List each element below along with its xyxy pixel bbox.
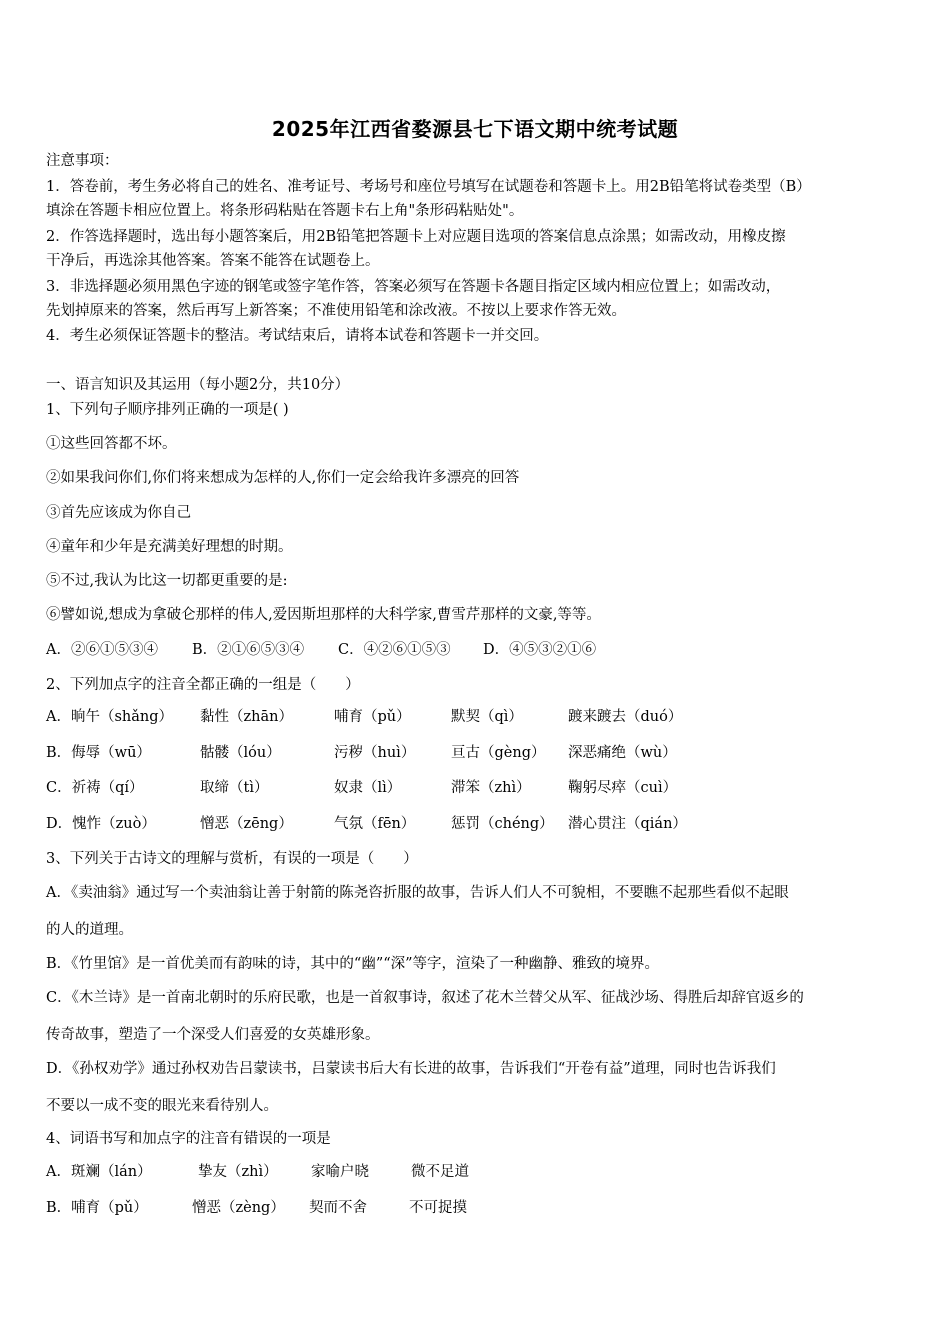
sentence-item: ⑤不过,我认为比这一切都更重要的是: [46, 573, 288, 589]
section-heading: 一、语言知识及其运用（每小题2分，共10分） [46, 377, 350, 393]
option-word: 默契（qì） [451, 709, 523, 725]
option-b: B．②①⑥⑤③④ [192, 642, 305, 658]
option-text: B．《竹里馆》是一首优美而有韵味的诗，其中的“幽”“深”等字，渲染了一种幽静、雅致的境界。 [46, 956, 660, 972]
option-c: C．祈祷（qí） [46, 780, 144, 796]
option-c: C．④②⑥①⑤③ [338, 642, 451, 658]
question-stem: 2、下列加点字的注音全都正确的一组是（ ） [46, 677, 360, 693]
sentence-item: ⑥譬如说,想成为拿破仑那样的伟人,爱因斯坦那样的大科学家,曹雪芹那样的文豪,等等。 [46, 607, 601, 623]
option-a: A．晌午（shǎng） [46, 709, 174, 725]
option-word: 滞笨（zhì） [451, 780, 531, 796]
notice-heading: 注意事项： [46, 153, 119, 169]
option-text: D．《孙权劝学》通过孙权劝告吕蒙读书，吕蒙读书后大有长进的故事，告诉我们“开卷有益”道理，同时也告诉我们 [46, 1061, 776, 1077]
notice-line: 填涂在答题卡相应位置上。将条形码粘贴在答题卡右上角"条形码粘贴处"。 [46, 203, 524, 219]
option-word: 微不足道 [411, 1164, 469, 1180]
option-word: 惩罚（chéng） [451, 816, 554, 832]
option-word: 家喻户晓 [311, 1164, 369, 1180]
option-b: B．哺育（pǔ） [46, 1200, 148, 1216]
option-word: 骷髅（lóu） [200, 745, 281, 761]
sentence-item: ①这些回答都不坏。 [46, 436, 177, 452]
option-word: 憎恶（zèng） [192, 1200, 285, 1216]
sentence-item: ③首先应该成为你自己 [46, 505, 191, 521]
option-d: D．④⑤③②①⑥ [483, 642, 597, 658]
notice-line: 3．非选择题必须用黑色字迹的钢笔或签字笔作答，答案必须写在答题卡各题目指定区域内相应位置上；如需改动， [46, 279, 781, 295]
option-word: 奴隶（lì） [334, 780, 402, 796]
question-stem: 1、下列句子顺序排列正确的一项是( ) [46, 402, 289, 418]
sentence-item: ④童年和少年是充满美好理想的时期。 [46, 539, 293, 555]
option-text: C．《木兰诗》是一首南北朝时的乐府民歌，也是一首叙事诗，叙述了花木兰替父从军、征战沙场、得胜后却辞官返乡的 [46, 990, 804, 1006]
option-word: 踱来踱去（duó） [568, 709, 683, 725]
notice-line: 干净后，再选涂其他答案。答案不能答在试题卷上。 [46, 253, 380, 269]
notice-line: 2．作答选择题时，选出每小题答案后，用2B铅笔把答题卡上对应题目选项的答案信息点涂黑；如需改动，用橡皮擦 [46, 229, 786, 245]
option-word: 憎恶（zēng） [200, 816, 293, 832]
option-word: 污秽（huì） [334, 745, 416, 761]
notice-line: 1．答卷前，考生务必将自己的姓名、准考证号、考场号和座位号填写在试题卷和答题卡上。用2B铅笔将试卷类型（B） [46, 179, 811, 195]
option-word: 不可捉摸 [409, 1200, 467, 1216]
option-a: A．斑斓（lán） [46, 1164, 152, 1180]
option-word: 潜心贯注（qián） [568, 816, 687, 832]
option-text: A．《卖油翁》通过写一个卖油翁让善于射箭的陈尧咨折服的故事，告诉人们人不可貌相，不要瞧不起那些看似不起眼 [46, 885, 789, 901]
notice-line: 先划掉原来的答案，然后再写上新答案；不准使用铅笔和涂改液。不按以上要求作答无效。 [46, 303, 626, 319]
page-title: 2025年江西省婺源县七下语文期中统考试题 [271, 117, 679, 141]
option-word: 鞠躬尽瘁（cuì） [568, 780, 678, 796]
option-word: 挚友（zhì） [198, 1164, 278, 1180]
option-word: 亘古（gèng） [451, 745, 546, 761]
option-word: 契而不舍 [309, 1200, 367, 1216]
option-word: 深恶痛绝（wù） [568, 745, 677, 761]
option-b: B．侮辱（wū） [46, 745, 151, 761]
option-text: 传奇故事，塑造了一个深受人们喜爱的女英雄形象。 [46, 1027, 380, 1043]
notice-line: 4．考生必须保证答题卡的整洁。考试结束后，请将本试卷和答题卡一并交回。 [46, 328, 549, 344]
option-word: 哺育（pǔ） [334, 709, 411, 725]
option-text: 的人的道理。 [46, 922, 133, 938]
option-a: A．②⑥①⑤③④ [46, 642, 158, 658]
option-d: D．愧怍（zuò） [46, 816, 156, 832]
question-stem: 3、下列关于古诗文的理解与赏析，有误的一项是（ ） [46, 851, 418, 867]
question-stem: 4、词语书写和加点字的注音有错误的一项是 [46, 1131, 331, 1147]
option-text: 不要以一成不变的眼光来看待别人。 [46, 1098, 278, 1114]
option-word: 取缔（tì） [200, 780, 269, 796]
option-word: 黏性（zhān） [200, 709, 293, 725]
sentence-item: ②如果我问你们,你们将来想成为怎样的人,你们一定会给我许多漂亮的回答 [46, 470, 520, 486]
option-word: 气氛（fēn） [334, 816, 416, 832]
